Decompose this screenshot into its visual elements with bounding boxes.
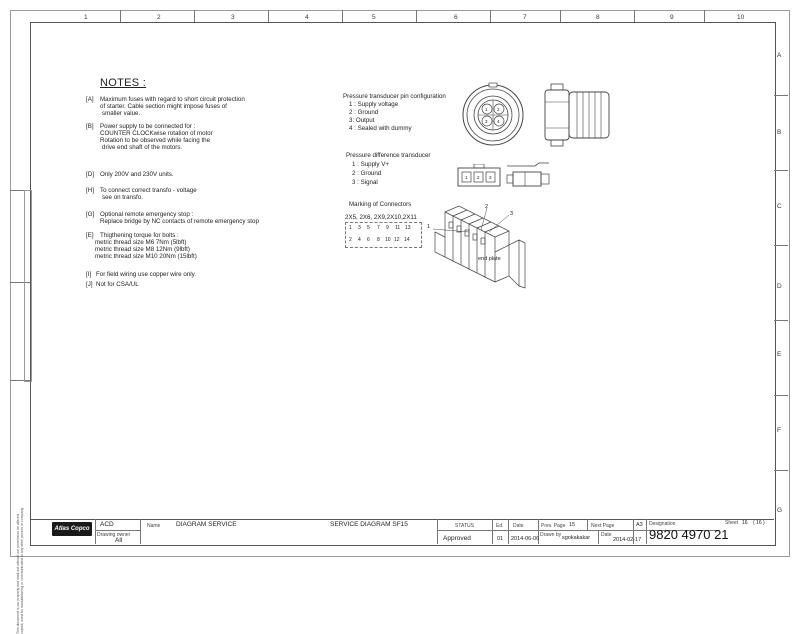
connectors-title: Marking of Connectors	[349, 201, 412, 208]
note-line: Optional remote emergency stop :	[100, 211, 194, 218]
terminal-number: 7	[377, 225, 380, 231]
drawing-title: SERVICE DIAGRAM SF15	[330, 521, 408, 528]
drawing-name: DIAGRAM SERVICE	[176, 521, 237, 528]
pin-number: 1	[485, 107, 488, 112]
callout-number: 3	[510, 211, 514, 217]
note-line: COUNTER CLOCKwise rotation of motor	[100, 130, 213, 137]
diff-transducer-side-drawing	[505, 162, 553, 190]
end-plate-label: end plate	[478, 256, 501, 262]
designation-label: Designation	[649, 521, 676, 527]
date2-value: 2014-02-17	[613, 537, 642, 543]
note-line: Rotation to be observed while facing the	[100, 137, 211, 144]
note-tag: [H]	[86, 187, 94, 194]
note-line: drive end shaft of the motors.	[102, 144, 183, 151]
notes-title: NOTES :	[100, 77, 147, 89]
terminal-number: 13	[405, 225, 411, 231]
pressure-connector-side-drawing	[543, 82, 613, 148]
sheet-total: ( 16 )	[753, 520, 765, 526]
prev-page-label: Prev. Page	[541, 523, 566, 529]
terminal-number: 9	[386, 225, 389, 231]
note-tag: [I]	[86, 271, 92, 278]
pressure-pin-line: 4 : Sealed with dummy	[349, 125, 412, 132]
sheet-label: Sheet	[725, 520, 739, 526]
note-tag: [A]	[86, 96, 94, 103]
note-line: Thigthening torque for bolts :	[100, 232, 179, 239]
pin-number: 4	[497, 119, 500, 124]
name-label: Name	[147, 523, 161, 529]
row-label: A	[777, 52, 782, 59]
format-value: A3	[636, 522, 643, 528]
terminal-number: 2	[349, 237, 352, 243]
date2-label: Date	[601, 532, 612, 538]
column-label: 10	[737, 14, 745, 21]
pin-number: 3	[489, 175, 492, 180]
column-label: 7	[523, 14, 527, 21]
note-tag: [E]	[86, 232, 94, 239]
prev-page-value: 15	[569, 522, 576, 528]
pressure-diff-line: 2 : Ground	[352, 170, 382, 177]
column-label: 6	[454, 14, 458, 21]
column-label: 8	[596, 14, 600, 21]
column-label: 5	[372, 14, 376, 21]
column-label: 3	[231, 14, 235, 21]
left-margin-box	[24, 190, 32, 382]
pressure-connector-front-drawing	[460, 82, 526, 148]
date-value: 2014-06-06	[511, 536, 540, 542]
row-label: B	[777, 129, 782, 136]
next-page-label: Next Page	[591, 523, 615, 529]
row-label: D	[777, 283, 782, 290]
pressure-pin-line: 2 : Ground	[349, 109, 379, 116]
note-line: metric thread size M6 7Nm (5lbft)	[95, 239, 187, 246]
row-label: F	[777, 427, 781, 434]
pressure-pin-line: 1 : Supply voltage	[349, 101, 399, 108]
pressure-diff-title: Pressure difference transducer	[346, 152, 431, 159]
terminal-number: 5	[367, 225, 370, 231]
terminal-number: 10	[385, 237, 391, 243]
terminal-number: 14	[404, 237, 410, 243]
pressure-diff-line: 3 : Signal	[352, 179, 378, 186]
row-label: E	[777, 351, 782, 358]
drawing-owner-label: Drawing owner	[97, 532, 131, 538]
note-tag: [G]	[86, 211, 95, 218]
terminal-number: 12	[394, 237, 400, 243]
row-label: C	[777, 203, 782, 210]
note-line: Not for CSA/UL	[96, 281, 139, 288]
note-line: smaller value.	[102, 110, 141, 117]
pressure-pin-title: Pressure transducer pin configuration	[343, 93, 446, 100]
terminal-number: 11	[395, 225, 401, 231]
note-line: Replace bridge by NC contacts of remote emergency stop	[100, 218, 259, 225]
terminal-number: 4	[358, 237, 361, 243]
callout-number: 2	[485, 204, 489, 210]
note-tag: [D]	[86, 171, 94, 178]
edition-value: 01	[497, 536, 504, 542]
atlas-copco-logo: Atlas Copco	[52, 522, 92, 536]
column-label: 1	[84, 14, 88, 21]
pin-number: 2	[477, 175, 480, 180]
drawing-owner: All	[115, 537, 123, 544]
terminal-block-drawing	[425, 202, 535, 292]
pressure-diff-line: 1 : Supply V+	[352, 161, 389, 168]
terminal-number: 3	[358, 225, 361, 231]
status-value: Approved	[443, 535, 471, 542]
copyright-notice: This document is our property and shall not without our permission be altered, copied, used for manufacturing or communicated to any other person or company.	[16, 507, 24, 634]
status-label: STATUS	[455, 523, 474, 529]
note-tag: [B]	[86, 123, 94, 130]
drawn-by-value: sgokakakar	[562, 535, 591, 541]
column-label: 9	[670, 14, 674, 21]
note-line: To connect correct transfo - voltage	[100, 187, 197, 194]
callout-number: 1	[427, 224, 431, 230]
pin-number: 1	[465, 175, 468, 180]
note-line: Only 200V and 230V units.	[100, 171, 174, 178]
pin-number: 2	[497, 107, 500, 112]
sheet-value: 16	[742, 520, 748, 526]
note-tag: [J]	[86, 281, 93, 288]
note-line: see on transfo.	[102, 194, 143, 201]
edition-label: Ed.	[496, 523, 504, 529]
note-line: For field wiring use copper wire only.	[96, 271, 196, 278]
terminal-number: 8	[377, 237, 380, 243]
row-label: G	[777, 507, 783, 514]
note-line: Maximum fuses with regard to short circuit protection	[100, 96, 245, 103]
terminal-number: 6	[367, 237, 370, 243]
column-label: 4	[305, 14, 309, 21]
designation-number: 9820 4970 21	[649, 527, 729, 542]
terminal-number: 1	[349, 225, 352, 231]
note-line: Power supply to be connected for :	[100, 123, 196, 130]
note-line: metric thread size M10 20Nm (15lbft)	[95, 253, 197, 260]
drawn-by-label: Drawn by	[540, 532, 562, 538]
company-code: ACD	[100, 521, 114, 528]
pressure-pin-line: 3: Output	[349, 117, 375, 124]
column-label: 2	[157, 14, 161, 21]
note-line: metric thread size M8 12Nm (9lbft)	[95, 246, 190, 253]
date-label: Date	[513, 523, 524, 529]
note-line: of starter. Cable section might impose fuses of	[100, 103, 227, 110]
pin-number: 3	[485, 119, 488, 124]
connectors-subtitle: 2X5, 2X6, 2X9,2X10,2X11	[345, 214, 417, 221]
